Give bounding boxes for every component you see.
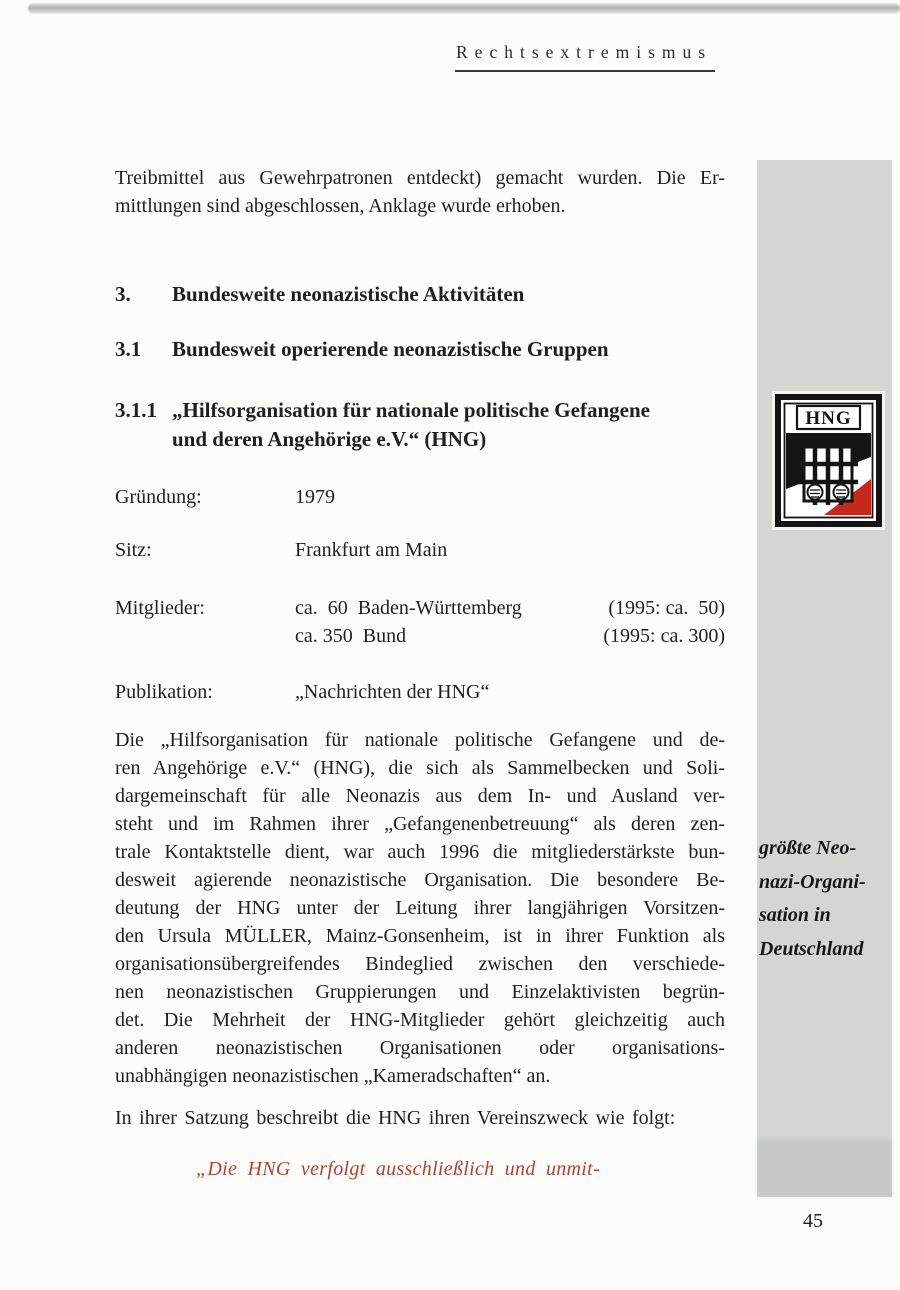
- text-line: Die „Hilfsorganisation für nationale politische Gefangene und de-: [115, 729, 725, 751]
- text-line: dargemeinschaft für alle Neonazis aus dem In- und Ausland ver-: [115, 785, 725, 807]
- fact-row-mitglieder: [115, 594, 725, 650]
- heading-text: Bundesweite neonazistische Aktivitäten: [172, 282, 525, 306]
- fact-row-publikation: [115, 678, 725, 706]
- text-line: desweit agierende neonazistische Organisation. Die besondere Be-: [115, 869, 725, 891]
- text-line: nen neonazistischen Gruppierungen und Einzelaktivisten begrün-: [115, 981, 725, 1003]
- member-count-1995: (1995: ca. 300): [603, 625, 725, 647]
- heading-3-1: [115, 335, 730, 364]
- text-line: deutung der HNG unter der Leitung ihrer langjährigen Vorsitzen-: [115, 897, 725, 919]
- hng-logo-graphic: [772, 391, 885, 530]
- fact-value: Frankfurt am Main: [295, 539, 448, 561]
- text-line: organisationsübergreifendes Bindeglied zwischen den verschiede-: [115, 953, 725, 975]
- text-line: den Ursula MÜLLER, Mainz-Gonsenheim, ist in ihrer Funktion als: [115, 925, 725, 947]
- margin-column-background: [757, 160, 892, 1197]
- margin-note: [759, 832, 891, 966]
- fact-label: Sitz:: [115, 539, 152, 561]
- text-line: trale Kontaktstelle dient, war auch 1996 die mitgliederstärkste bun-: [115, 841, 725, 863]
- hng-logo: [772, 391, 885, 530]
- member-count-1995: (1995: ca. 50): [608, 597, 725, 619]
- fact-label: Publikation:: [115, 681, 213, 703]
- text-line: nazi-Organi-: [759, 870, 866, 893]
- main-paragraph: [115, 726, 725, 1090]
- fact-row-gruendung: [115, 483, 725, 511]
- fact-label: Gründung:: [115, 486, 202, 508]
- text-line: und deren Angehörige e.V.“ (HNG): [172, 426, 487, 451]
- text-line: sation in: [759, 904, 831, 926]
- fact-value: 1979: [295, 486, 335, 508]
- text-line: „Hilfsorganisation für nationale politische Gefangene: [172, 398, 650, 422]
- heading-number: 3.1.1: [115, 398, 157, 422]
- page-number: 45: [803, 1210, 823, 1232]
- member-count: ca. 60 Baden-Württemberg: [295, 597, 522, 619]
- fact-row-sitz: [115, 536, 725, 564]
- text-line: steht und im Rahmen ihrer „Gefangenenbetreuung“ als deren zen-: [115, 813, 725, 835]
- fact-value: „Nachrichten der HNG“: [295, 681, 490, 703]
- text-line: det. Die Mehrheit der HNG-Mitglieder gehört gleichzeitig auch: [115, 1009, 725, 1031]
- running-header: Rechtsextremismus: [455, 42, 715, 72]
- heading-number: 3.1: [115, 337, 142, 361]
- fact-label: Mitglieder:: [115, 597, 205, 619]
- satzung-lead-line: In ihrer Satzung beschreibt die HNG ihren Vereinszweck wie folgt:: [115, 1107, 676, 1129]
- scan-artifact-bar: [28, 3, 900, 14]
- statute-quote-line: „Die HNG verfolgt ausschließlich und unmit-: [196, 1158, 600, 1180]
- text-line: Deutschland: [759, 937, 864, 960]
- fact-value: [295, 594, 725, 650]
- heading-3-1-1: [115, 396, 730, 453]
- text-line: unabhängigen neonazistischen „Kameradschaften“ an.: [115, 1065, 551, 1087]
- heading-text: Bundesweit operierende neonazistische Gruppen: [172, 337, 609, 361]
- logo-label: HNG: [805, 408, 852, 429]
- scan-shade-patch: [757, 1140, 892, 1197]
- text-line: größte Neo-: [759, 837, 857, 859]
- intro-paragraph: [115, 164, 725, 220]
- heading-number: 3.: [115, 282, 131, 306]
- heading-text: [172, 396, 650, 453]
- heading-3: [115, 280, 730, 309]
- text-line: ren Angehörige e.V.“ (HNG), die sich als Sammelbecken und Soli-: [115, 757, 725, 779]
- text-line: mittlungen sind abgeschlossen, Anklage wurde erhoben.: [115, 195, 566, 217]
- text-line: anderen neonazistischen Organisationen oder organisations-: [115, 1037, 725, 1059]
- member-line-1: [295, 594, 725, 622]
- member-line-2: [295, 622, 725, 650]
- member-count: ca. 350 Bund: [295, 625, 407, 647]
- text-line: Treibmittel aus Gewehrpatronen entdeckt) gemacht wurden. Die Er-: [115, 167, 725, 189]
